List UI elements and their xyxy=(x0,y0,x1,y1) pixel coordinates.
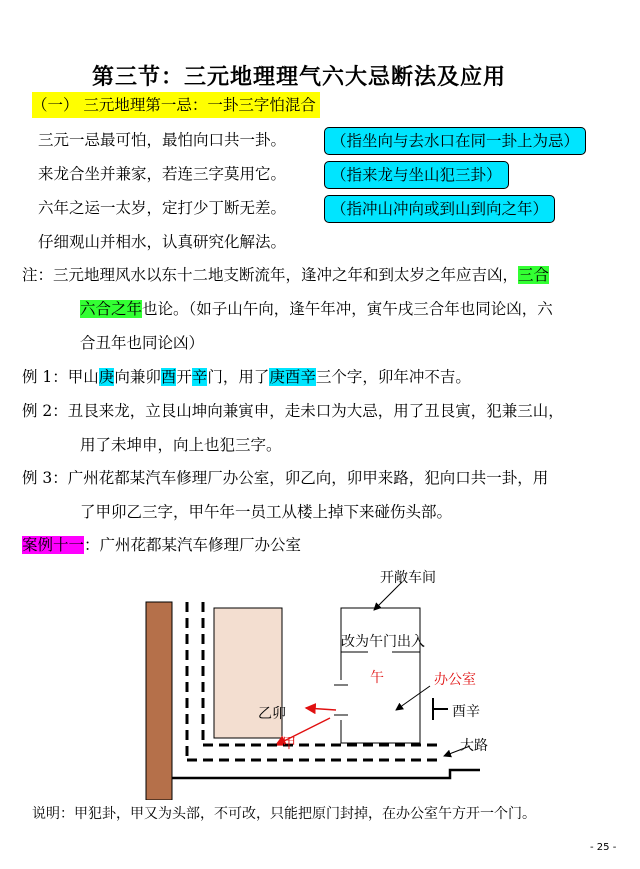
road-solid xyxy=(172,770,480,778)
ex1-hl-you: 酉 xyxy=(160,368,177,386)
site-diagram xyxy=(0,560,640,800)
ex1-text: 向兼卯 xyxy=(114,368,161,386)
zhu-line-1 xyxy=(22,262,549,288)
verse-line-1: 三元一忌最可怕，最怕向口共一卦。 xyxy=(38,131,287,149)
case-title: ：广州花都某汽车修理厂办公室 xyxy=(84,536,302,554)
example-3-line-2: 了甲卯乙三字，甲午年一员工从楼上掉下来碰伤头部。 xyxy=(80,503,453,521)
label-workshop: 开敞车间 xyxy=(380,570,436,586)
example-1 xyxy=(22,364,471,390)
verse-note-3: （指冲山冲向或到山到向之年） xyxy=(324,195,555,223)
page-title: 第三节：三元地理理气六大忌断法及应用 xyxy=(92,64,507,90)
zhu-highlight-sanhe: 三合 xyxy=(518,266,550,284)
label-jia: 甲 xyxy=(282,736,296,752)
ex1-hl-gengyouxin: 庚酉辛 xyxy=(269,368,316,386)
ex1-hl-xin: 辛 xyxy=(191,368,208,386)
zhu-line-3: 合丑年也同论凶） xyxy=(80,334,205,352)
label-yimao: 乙卯 xyxy=(258,706,286,722)
zhu-text: 注：三元地理风水以东十二地支断流年，逢冲之年和到太岁之年应吉凶， xyxy=(22,266,519,284)
ex1-text: 例 1：甲山 xyxy=(22,368,99,386)
label-road: 大路 xyxy=(460,738,488,754)
ex1-hl-geng: 庚 xyxy=(98,368,115,386)
ex1-text: 三个字，卯年冲不吉。 xyxy=(315,368,471,386)
verse-note-1: （指坐向与去水口在同一卦上为忌） xyxy=(324,127,586,155)
zhu-text-2: 也论。（如子山午向，逢午年冲，寅午戌三合年也同论凶，六 xyxy=(142,300,553,318)
example-2-line-1: 例 2：丑艮来龙，立艮山坤向兼寅申，走未口为大忌，用了丑艮寅，犯兼三山， xyxy=(22,402,564,420)
verse-line-2: 来龙合坐并兼家，若连三字莫用它。 xyxy=(38,165,287,183)
verse-line-4: 仔细观山并相水，认真研究化解法。 xyxy=(38,233,287,251)
case-label: 案例十一 xyxy=(22,536,85,554)
red-arrow-yimao xyxy=(306,708,336,710)
label-door-change: 改为午门出入 xyxy=(341,634,425,650)
label-office: 办公室 xyxy=(434,672,476,688)
ex1-text: 开 xyxy=(176,368,192,386)
case-heading xyxy=(22,532,301,558)
verse-line-3: 六年之运一太岁，定打少丁断无差。 xyxy=(38,199,287,217)
zhu-line-2 xyxy=(80,296,553,322)
ex1-text: 门，用了 xyxy=(207,368,270,386)
label-xixin: 酉辛 xyxy=(452,704,480,720)
explanation: 说明：甲犯卦，甲又为头部，不可改，只能把原门封掉，在办公室午方开一个门。 xyxy=(32,806,536,822)
section-heading: （一） 三元地理第一忌：一卦三字怕混合 xyxy=(32,92,320,118)
example-3-line-1: 例 3：广州花都某汽车修理厂办公室，卯乙向，卯甲来路，犯向口共一卦，用 xyxy=(22,469,549,487)
page-number: - 25 - xyxy=(590,842,617,853)
label-wu: 午 xyxy=(370,670,384,686)
example-2-line-2: 用了未坤申，向上也犯三字。 xyxy=(80,436,282,454)
zhu-highlight-liuhe: 六合之年 xyxy=(80,300,143,318)
verse-note-2: （指来龙与坐山犯三卦） xyxy=(324,161,509,189)
brown-wall xyxy=(146,602,172,800)
